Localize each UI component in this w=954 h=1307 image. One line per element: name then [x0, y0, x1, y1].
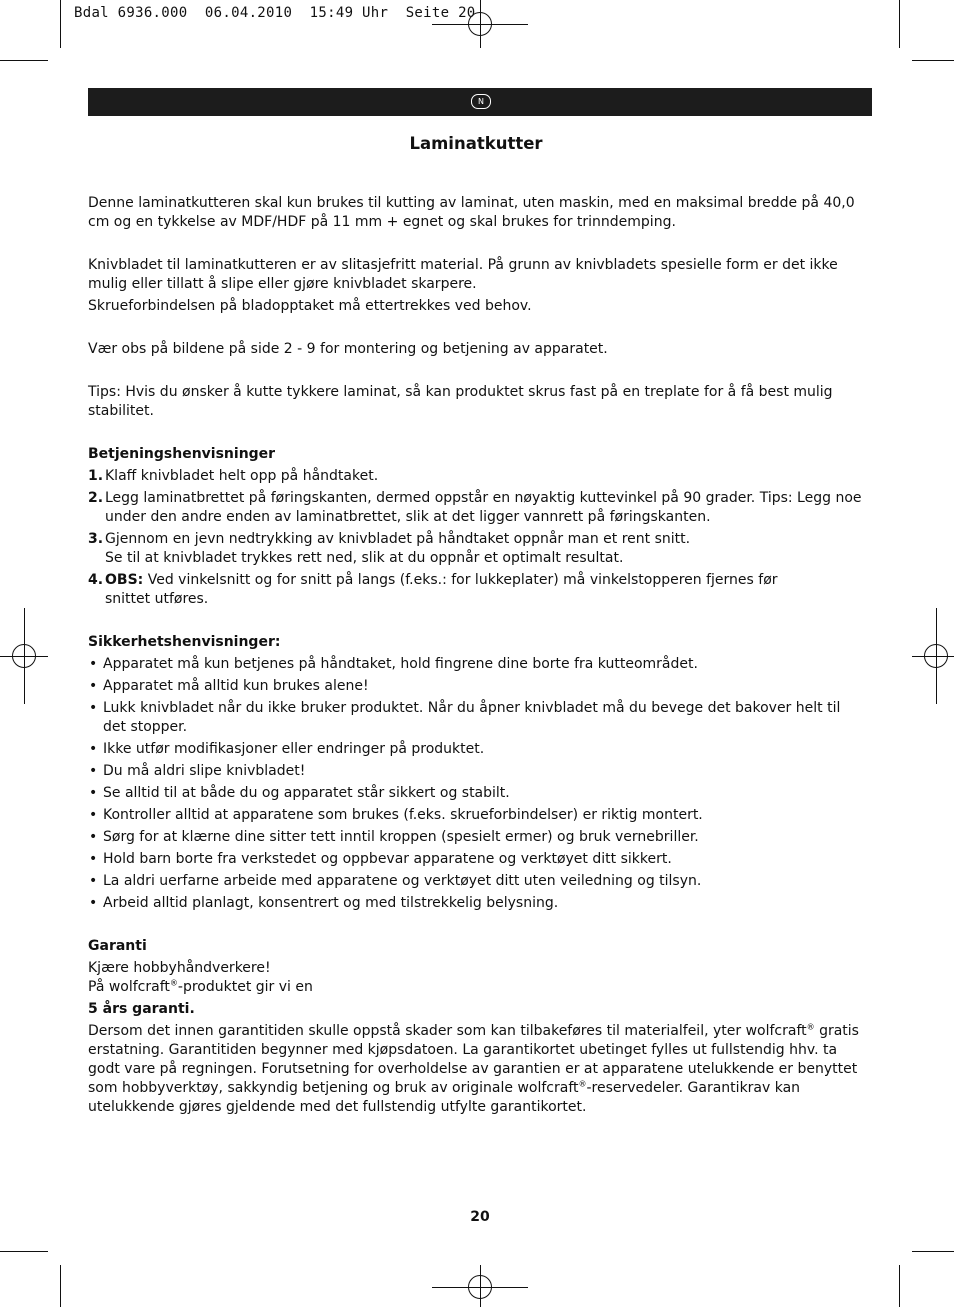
crop-mark — [60, 0, 61, 48]
safety-item-text: Apparatet må kun betjenes på håndtaket, hold fingrene dine borte fra kutteområdet. — [103, 656, 698, 672]
registered-mark: ® — [578, 1079, 587, 1089]
warranty-body — [88, 1022, 864, 1117]
step-text-continued: Se til at knivbladet trykkes rett ned, slik at du oppnår et optimalt resultat. — [105, 550, 624, 566]
crop-mark — [0, 60, 48, 61]
step-text: Klaff knivbladet helt opp på håndtaket. — [105, 468, 379, 484]
blade-paragraph: Knivbladet til laminatkutteren er av slitasjefritt material. På grunn av knivbladets spesielle form er det ikke mulig eller tillatt å slipe eller gjøre knivbladet skarpere. — [88, 257, 838, 292]
safety-item-text: Apparatet må alltid kun brukes alene! — [103, 678, 369, 694]
safety-item-text: Kontroller alltid at apparatene som brukes (f.eks. skrueforbindelser) er riktig montert. — [103, 807, 703, 823]
safety-item-text: Ikke utfør modifikasjoner eller endringer på produktet. — [103, 741, 485, 757]
page-title: Laminatkutter — [409, 134, 543, 153]
step-number: 3. — [88, 531, 104, 547]
bullet-icon: • — [89, 851, 98, 867]
step-number: 1. — [88, 468, 104, 484]
tips-paragraph: Tips: Hvis du ønsker å kutte tykkere laminat, så kan produktet skrus fast på en treplate for å få best mulig stabilitet. — [88, 384, 833, 419]
safety-item-text: Lukk knivbladet når du ikke bruker produktet. Når du åpner knivbladet må du bevege det bakover helt til det stopper. — [103, 700, 841, 735]
print-header: Bdal 6936.000 06.04.2010 15:49 Uhr Seite 20 — [74, 5, 476, 21]
crop-mark — [912, 1251, 954, 1252]
safety-item — [88, 699, 864, 737]
safety-item — [88, 655, 864, 674]
screw-paragraph: Skrueforbindelsen på bladopptaket må ettertrekkes ved behov. — [88, 298, 532, 314]
bullet-icon: • — [89, 895, 98, 911]
language-badge: N — [471, 94, 491, 109]
crop-mark — [0, 1251, 48, 1252]
bullet-icon: • — [89, 873, 98, 889]
safety-item-text: Se alltid til at både du og apparatet står sikkert og stabilt. — [103, 785, 510, 801]
safety-item-text: Hold barn borte fra verkstedet og oppbevar apparatene og verktøyet ditt sikkert. — [103, 851, 672, 867]
operating-step — [88, 530, 864, 568]
step-text: Gjennom en jevn nedtrykking av knivbladet på håndtaket oppnår man et rent snitt. — [105, 531, 691, 547]
page-content — [88, 132, 864, 1117]
registration-mark — [12, 644, 36, 668]
safety-item — [88, 828, 864, 847]
safety-item — [88, 806, 864, 825]
bullet-icon: • — [89, 807, 98, 823]
operating-step — [88, 571, 864, 609]
safety-heading: Sikkerhetshenvisninger: — [88, 634, 281, 650]
warranty-years: 5 års garanti. — [88, 1001, 195, 1017]
operating-step — [88, 467, 864, 486]
safety-item — [88, 677, 864, 696]
warranty-body-text: gratis erstatning. Garantitiden begynner med kjøpsdatoen. La garantikortet ubetinget fylles ut fullstendig hhv. ta godt vare på regningen. Forutsetning for overholdelse av garantien er at apparatene utelukkende er benyttet som hobbyverktøy, sakkyndig betjening og bruk av originale wolfcraft — [88, 1023, 859, 1096]
registered-mark: ® — [169, 978, 178, 988]
step-prefix: OBS: — [105, 572, 144, 588]
safety-item — [88, 894, 864, 913]
bullet-icon: • — [89, 785, 98, 801]
registration-mark — [468, 1275, 492, 1299]
step-number: 2. — [88, 490, 104, 506]
step-number: 4. — [88, 572, 104, 588]
see-pictures-paragraph: Vær obs på bildene på side 2 - 9 for montering og betjening av apparatet. — [88, 341, 608, 357]
crop-mark — [899, 0, 900, 48]
step-text: Legg laminatbrettet på føringskanten, dermed oppstår en nøyaktig kuttevinkel på 90 grader. Tips: Legg noe under den andre enden av laminatbrettet, slik at det ligger vannrett på føringskanten. — [105, 490, 862, 525]
bullet-icon: • — [89, 741, 98, 757]
warranty-intro-text: På wolfcraft — [88, 979, 170, 995]
operating-heading: Betjeningshenvisninger — [88, 446, 276, 462]
warranty-intro-text-end: -produktet gir vi en — [177, 979, 313, 995]
operating-step — [88, 489, 864, 527]
warranty-body-text: -reservedeler. Garantikrav kan utelukkende gjøres gjeldende med det fullstendig utfylte garantikortet. — [88, 1080, 801, 1115]
page-number: 20 — [470, 1209, 490, 1225]
bullet-icon: • — [89, 700, 98, 716]
bullet-icon: • — [89, 678, 98, 694]
safety-item — [88, 762, 864, 781]
safety-item-text: Du må aldri slipe knivbladet! — [103, 763, 306, 779]
bullet-icon: • — [89, 829, 98, 845]
safety-item-text: La aldri uerfarne arbeide med apparatene og verktøyet ditt uten veiledning og tilsyn. — [103, 873, 702, 889]
safety-item — [88, 784, 864, 803]
intro-paragraph: Denne laminatkutteren skal kun brukes til kutting av laminat, uten maskin, med en maksimal bredde på 40,0 cm og en tykkelse av MDF/HDF på 11 mm + egnet og skal brukes for trinndemping. — [88, 195, 855, 230]
crop-mark — [899, 1265, 900, 1307]
safety-item-text: Sørg for at klærne dine sitter tett inntil kroppen (spesielt ermer) og bruk vernebriller. — [103, 829, 699, 845]
crop-mark — [912, 60, 954, 61]
registration-mark — [468, 12, 492, 36]
step-text: Ved vinkelsnitt og for snitt på langs (f.eks.: for lukkeplater) må vinkelstopperen fjernes før snittet utføres. — [105, 572, 778, 607]
safety-item-text: Arbeid alltid planlagt, konsentrert og med tilstrekkelig belysning. — [103, 895, 559, 911]
warranty-body-text: Dersom det innen garantitiden skulle oppstå skader som kan tilbakeføres til materialfeil, yter wolfcraft — [88, 1023, 807, 1039]
bullet-icon: • — [89, 656, 98, 672]
registered-mark: ® — [806, 1022, 815, 1032]
warranty-heading: Garanti — [88, 938, 147, 954]
safety-item — [88, 872, 864, 891]
safety-item — [88, 850, 864, 869]
warranty-intro — [88, 978, 864, 997]
warranty-greeting: Kjære hobbyhåndverkere! — [88, 960, 271, 976]
bullet-icon: • — [89, 763, 98, 779]
crop-mark — [60, 1265, 61, 1307]
registration-mark — [924, 644, 948, 668]
safety-item — [88, 740, 864, 759]
